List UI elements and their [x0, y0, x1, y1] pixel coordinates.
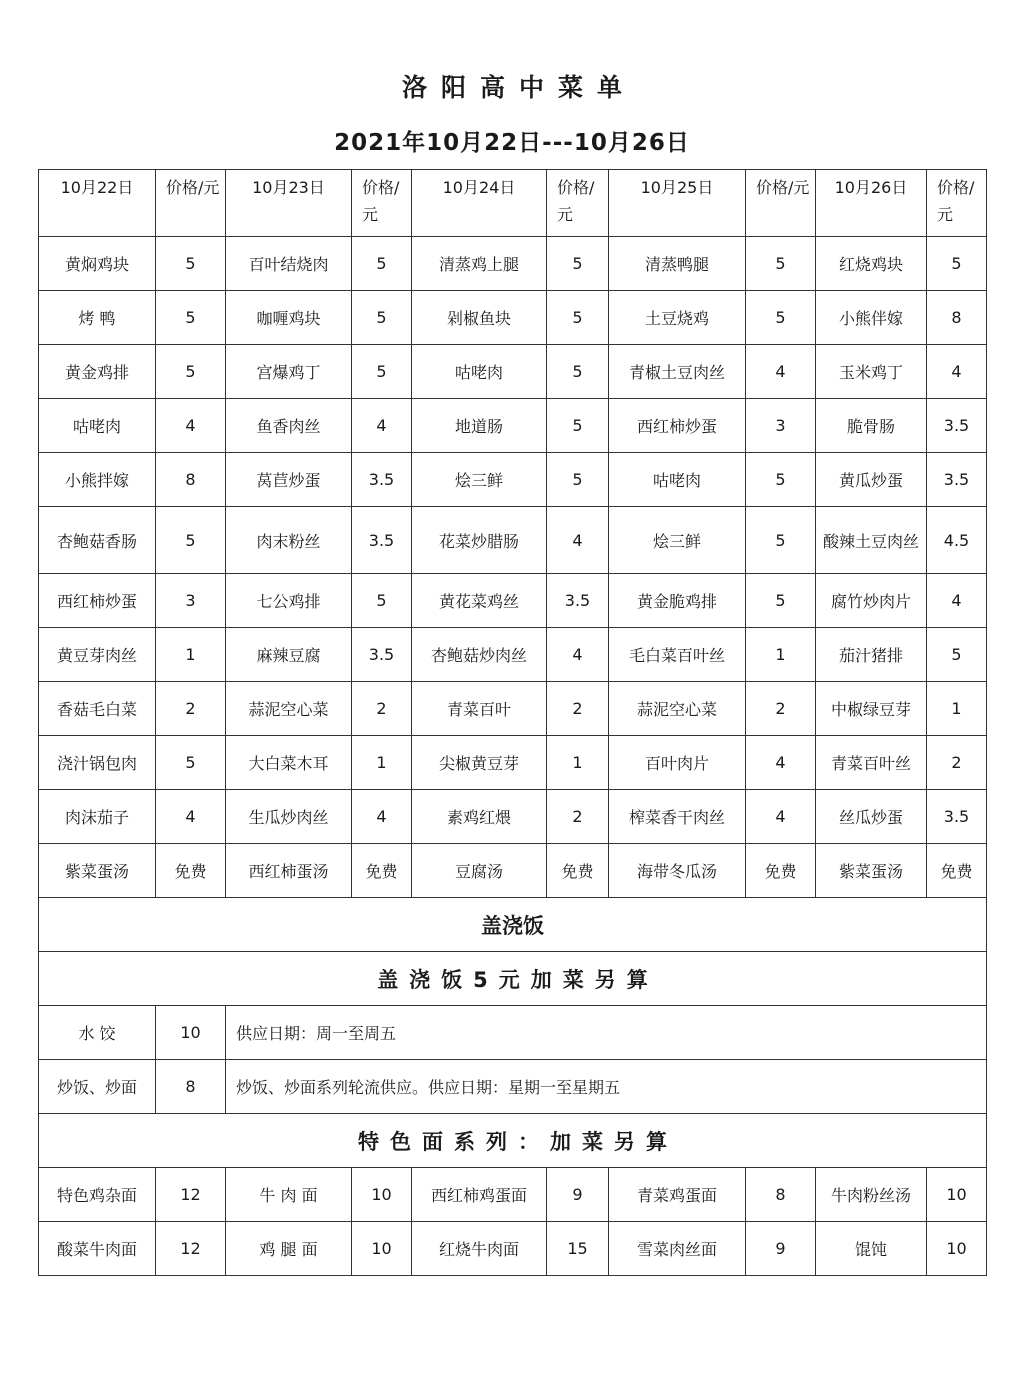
dish-price: 4 — [156, 399, 226, 453]
dish-price: 4 — [352, 399, 412, 453]
dish-name: 榨菜香干肉丝 — [609, 790, 746, 844]
dish-name: 生瓜炒肉丝 — [226, 790, 352, 844]
dish-name: 鱼香肉丝 — [226, 399, 352, 453]
dish-name: 清蒸鸭腿 — [609, 237, 746, 291]
dish-price: 5 — [352, 345, 412, 399]
noodle-price: 8 — [746, 1168, 816, 1222]
noodle-name: 馄饨 — [816, 1222, 927, 1276]
price-header: 价格/元 — [352, 170, 412, 237]
noodle-price: 10 — [927, 1222, 987, 1276]
dish-price: 1 — [352, 736, 412, 790]
dish-price: 2 — [547, 790, 609, 844]
rice-bowl-subheading-row — [39, 952, 987, 1006]
noodle-price: 12 — [156, 1168, 226, 1222]
dish-price: 2 — [156, 682, 226, 736]
dish-name: 肉末粉丝 — [226, 507, 352, 574]
dish-price: 4 — [746, 736, 816, 790]
dish-name: 烤 鸭 — [39, 291, 156, 345]
dish-price: 4 — [746, 345, 816, 399]
menu-table — [38, 169, 987, 1276]
item-name: 水 饺 — [39, 1006, 156, 1060]
dish-price: 8 — [927, 291, 987, 345]
dish-name: 素鸡红煨 — [412, 790, 547, 844]
rice-bowl-subheading: 盖浇饭5元加菜另算 — [39, 952, 987, 1006]
dish-price: 5 — [352, 237, 412, 291]
dish-price: 5 — [156, 507, 226, 574]
noodle-price: 12 — [156, 1222, 226, 1276]
dish-name: 小熊伴嫁 — [816, 291, 927, 345]
dish-name: 西红柿蛋汤 — [226, 844, 352, 898]
header-row — [39, 170, 987, 237]
dish-price: 1 — [746, 628, 816, 682]
dish-name: 黄焖鸡块 — [39, 237, 156, 291]
price-header: 价格/元 — [547, 170, 609, 237]
dish-row — [39, 682, 987, 736]
dish-price: 免费 — [927, 844, 987, 898]
dish-name: 脆骨肠 — [816, 399, 927, 453]
dish-name: 浇汁锅包肉 — [39, 736, 156, 790]
noodle-row — [39, 1168, 987, 1222]
dish-name: 西红柿炒蛋 — [609, 399, 746, 453]
dish-price: 5 — [547, 345, 609, 399]
dish-price: 5 — [746, 453, 816, 507]
noodle-name: 牛 肉 面 — [226, 1168, 352, 1222]
dish-name: 花菜炒腊肠 — [412, 507, 547, 574]
dish-row — [39, 628, 987, 682]
dish-name: 剁椒鱼块 — [412, 291, 547, 345]
dish-price: 4 — [927, 574, 987, 628]
dish-name: 黄花菜鸡丝 — [412, 574, 547, 628]
dish-name: 酸辣土豆肉丝 — [816, 507, 927, 574]
dish-price: 4 — [352, 790, 412, 844]
dish-price: 4 — [156, 790, 226, 844]
dish-name: 咕咾肉 — [412, 345, 547, 399]
dish-price: 5 — [547, 291, 609, 345]
dish-price: 1 — [156, 628, 226, 682]
dish-price: 3.5 — [927, 399, 987, 453]
dish-price: 2 — [746, 682, 816, 736]
date-header: 10月25日 — [609, 170, 746, 237]
dish-name: 百叶结烧肉 — [226, 237, 352, 291]
dish-price: 3.5 — [927, 453, 987, 507]
noodles-heading-row — [39, 1114, 987, 1168]
dish-name: 土豆烧鸡 — [609, 291, 746, 345]
noodle-row — [39, 1222, 987, 1276]
dish-name: 地道肠 — [412, 399, 547, 453]
noodle-name: 红烧牛肉面 — [412, 1222, 547, 1276]
noodles-heading: 特色面系列：加菜另算 — [39, 1114, 987, 1168]
dish-row — [39, 237, 987, 291]
noodle-name: 西红柿鸡蛋面 — [412, 1168, 547, 1222]
rice-bowl-heading-row — [39, 898, 987, 952]
dish-name: 毛白菜百叶丝 — [609, 628, 746, 682]
dish-name: 紫菜蛋汤 — [39, 844, 156, 898]
dish-price: 5 — [547, 453, 609, 507]
dish-name: 海带冬瓜汤 — [609, 844, 746, 898]
noodle-name: 鸡 腿 面 — [226, 1222, 352, 1276]
dish-name: 咕咾肉 — [39, 399, 156, 453]
dish-price: 3.5 — [352, 507, 412, 574]
dish-price: 免费 — [156, 844, 226, 898]
price-header: 价格/元 — [927, 170, 987, 237]
dish-price: 5 — [547, 399, 609, 453]
dish-price: 3.5 — [927, 790, 987, 844]
dish-price: 5 — [352, 291, 412, 345]
dish-price: 4 — [927, 345, 987, 399]
price-header: 价格/元 — [156, 170, 226, 237]
dish-price: 5 — [547, 237, 609, 291]
noodle-name: 特色鸡杂面 — [39, 1168, 156, 1222]
dish-price: 2 — [352, 682, 412, 736]
dish-name: 青椒土豆肉丝 — [609, 345, 746, 399]
dish-name: 中椒绿豆芽 — [816, 682, 927, 736]
dish-name: 香菇毛白菜 — [39, 682, 156, 736]
item-price: 8 — [156, 1060, 226, 1114]
dish-price: 8 — [156, 453, 226, 507]
noodle-price: 10 — [927, 1168, 987, 1222]
noodle-price: 15 — [547, 1222, 609, 1276]
noodle-price: 10 — [352, 1222, 412, 1276]
page-title: 洛阳高中菜单 — [401, 73, 636, 102]
dish-row — [39, 844, 987, 898]
dish-row — [39, 291, 987, 345]
dish-name: 蒜泥空心菜 — [226, 682, 352, 736]
dish-name: 黄金鸡排 — [39, 345, 156, 399]
dish-price: 免费 — [352, 844, 412, 898]
dish-price: 1 — [547, 736, 609, 790]
dish-price: 2 — [927, 736, 987, 790]
dish-price: 5 — [746, 507, 816, 574]
dish-name: 黄豆芽肉丝 — [39, 628, 156, 682]
date-header: 10月24日 — [412, 170, 547, 237]
dish-name: 豆腐汤 — [412, 844, 547, 898]
dish-price: 免费 — [746, 844, 816, 898]
dish-price: 5 — [156, 237, 226, 291]
dish-name: 西红柿炒蛋 — [39, 574, 156, 628]
dish-name: 咕咾肉 — [609, 453, 746, 507]
dish-price: 5 — [746, 574, 816, 628]
dish-name: 小熊拌嫁 — [39, 453, 156, 507]
dish-price: 5 — [927, 628, 987, 682]
dish-price: 4 — [547, 507, 609, 574]
dish-row — [39, 507, 987, 574]
dish-row — [39, 736, 987, 790]
rice-bowl-item-row — [39, 1006, 987, 1060]
dish-price: 1 — [927, 682, 987, 736]
dish-name: 烩三鲜 — [412, 453, 547, 507]
dish-name: 黄瓜炒蛋 — [816, 453, 927, 507]
dish-price: 5 — [746, 291, 816, 345]
item-note: 供应日期：周一至周五 — [226, 1006, 987, 1060]
date-header: 10月23日 — [226, 170, 352, 237]
item-note: 炒饭、炒面系列轮流供应。供应日期：星期一至星期五 — [226, 1060, 987, 1114]
dish-name: 咖喱鸡块 — [226, 291, 352, 345]
dish-name: 大白菜木耳 — [226, 736, 352, 790]
dish-name: 玉米鸡丁 — [816, 345, 927, 399]
item-name: 炒饭、炒面 — [39, 1060, 156, 1114]
dish-name: 尖椒黄豆芽 — [412, 736, 547, 790]
dish-price: 5 — [156, 736, 226, 790]
noodle-name: 青菜鸡蛋面 — [609, 1168, 746, 1222]
dish-price: 4 — [746, 790, 816, 844]
dish-name: 烩三鲜 — [609, 507, 746, 574]
dish-row — [39, 790, 987, 844]
dish-row — [39, 399, 987, 453]
noodle-price: 10 — [352, 1168, 412, 1222]
rice-bowl-heading: 盖浇饭 — [39, 898, 987, 952]
dish-price: 2 — [547, 682, 609, 736]
dish-price: 3 — [156, 574, 226, 628]
dish-name: 蒜泥空心菜 — [609, 682, 746, 736]
dish-price: 3.5 — [352, 453, 412, 507]
noodle-name: 雪菜肉丝面 — [609, 1222, 746, 1276]
dish-name: 红烧鸡块 — [816, 237, 927, 291]
dish-name: 杏鲍菇香肠 — [39, 507, 156, 574]
dish-price: 5 — [156, 345, 226, 399]
dish-name: 清蒸鸡上腿 — [412, 237, 547, 291]
price-header: 价格/元 — [746, 170, 816, 237]
dish-price: 免费 — [547, 844, 609, 898]
dish-price: 4.5 — [927, 507, 987, 574]
dish-price: 5 — [927, 237, 987, 291]
dish-price: 5 — [352, 574, 412, 628]
dish-name: 腐竹炒肉片 — [816, 574, 927, 628]
dish-row — [39, 453, 987, 507]
item-price: 10 — [156, 1006, 226, 1060]
dish-name: 杏鲍菇炒肉丝 — [412, 628, 547, 682]
dish-name: 宫爆鸡丁 — [226, 345, 352, 399]
dish-row — [39, 345, 987, 399]
noodle-name: 酸菜牛肉面 — [39, 1222, 156, 1276]
dish-price: 4 — [547, 628, 609, 682]
dish-name: 茄汁猪排 — [816, 628, 927, 682]
dish-name: 青菜百叶 — [412, 682, 547, 736]
dish-name: 七公鸡排 — [226, 574, 352, 628]
noodle-price: 9 — [547, 1168, 609, 1222]
dish-name: 莴苣炒蛋 — [226, 453, 352, 507]
dish-price: 3 — [746, 399, 816, 453]
noodle-price: 9 — [746, 1222, 816, 1276]
date-range: 2021年10月22日---10月26日 — [334, 130, 690, 156]
rice-bowl-item-row — [39, 1060, 987, 1114]
dish-name: 百叶肉片 — [609, 736, 746, 790]
dish-price: 5 — [156, 291, 226, 345]
dish-row — [39, 574, 987, 628]
date-header: 10月26日 — [816, 170, 927, 237]
date-header: 10月22日 — [39, 170, 156, 237]
noodle-name: 牛肉粉丝汤 — [816, 1168, 927, 1222]
dish-name: 紫菜蛋汤 — [816, 844, 927, 898]
dish-name: 黄金脆鸡排 — [609, 574, 746, 628]
dish-price: 3.5 — [352, 628, 412, 682]
dish-name: 肉沫茄子 — [39, 790, 156, 844]
dish-name: 麻辣豆腐 — [226, 628, 352, 682]
dish-price: 5 — [746, 237, 816, 291]
dish-name: 丝瓜炒蛋 — [816, 790, 927, 844]
dish-price: 3.5 — [547, 574, 609, 628]
dish-name: 青菜百叶丝 — [816, 736, 927, 790]
